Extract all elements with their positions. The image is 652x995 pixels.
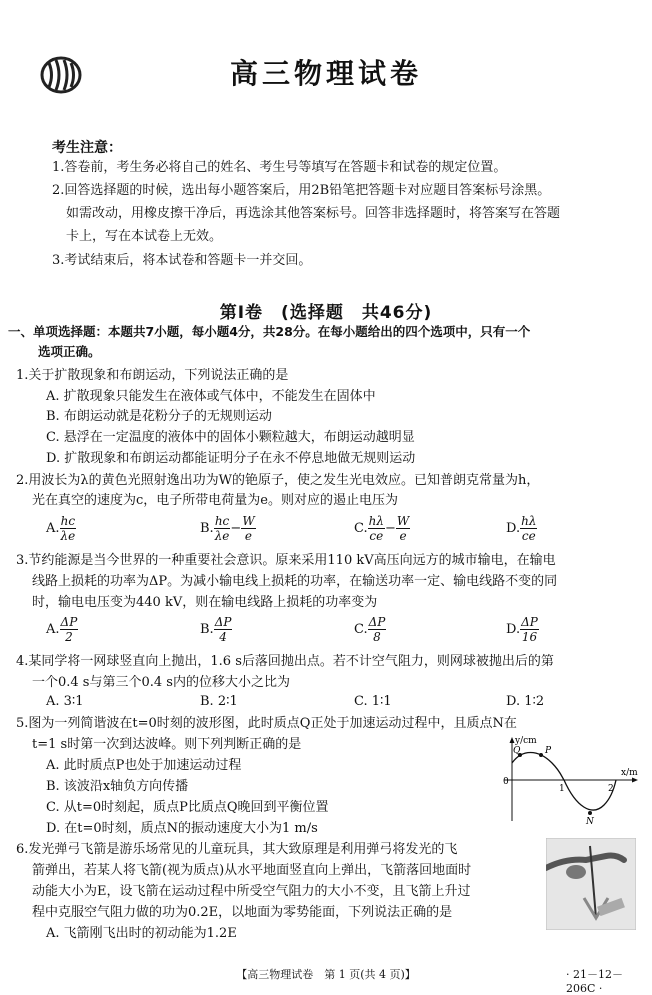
notice-line: 1.答卷前，考生务必将自己的姓名、考生号等填写在答题卡和试卷的规定位置。 bbox=[52, 160, 507, 175]
q1-option-a: A. 扩散现象只能发生在液体或气体中，不能发生在固体中 bbox=[46, 389, 376, 404]
q5-option-a: A. 此时质点P也处于加速运动过程 bbox=[46, 758, 242, 773]
q3-option-d: D. $\frac{\Delta P}{16}$ bbox=[506, 615, 538, 644]
section-instructions: 一、单项选择题：本题共7小题，每小题4分，共28分。在每小题给出的四个选项中，只有一个 bbox=[8, 324, 531, 339]
question-2-stem: 2.用波长为λ的黄色光照射逸出功为W的铯原子，使之发生光电效应。已知普朗克常量为h， bbox=[16, 473, 540, 488]
q1-option-b: B. 布朗运动就是花粉分子的无规则运动 bbox=[46, 409, 272, 424]
fig-xlabel: x/m bbox=[621, 768, 638, 778]
page-title: 高三物理试卷 bbox=[229, 57, 422, 90]
question-4-stem-cont: 一个0.4 s与第三个0.4 s内的位移大小之比为 bbox=[32, 675, 290, 690]
notice-line: 如需改动，用橡皮擦干净后，再选涂其他答案标号。回答非选择题时，将答案写在答题 bbox=[66, 206, 561, 221]
section-instructions-cont: 选项正确。 bbox=[38, 344, 101, 359]
question-5-stem-cont: t=1 s时第一次到达波峰。则下列判断正确的是 bbox=[32, 737, 302, 752]
notice-line: 2.回答选择题的时候，选出每小题答案后，用2B铅笔把答题卡对应题目答案标号涂黑。 bbox=[52, 183, 551, 198]
q4-option-b: B. 2∶1 bbox=[200, 694, 238, 709]
question-5-stem: 5.图为一列简谐波在t=0时刻的波形图，此时质点Q正处于加速运动过程中，且质点N在 bbox=[16, 716, 517, 731]
question-6-stem-cont2: 动能大小为E，设飞箭在运动过程中所受空气阻力的大小不变，且飞箭上升过 bbox=[32, 884, 471, 899]
q3-option-a: A. $\frac{\Delta P}{2}$ bbox=[46, 615, 78, 644]
question-4-stem: 4.某同学将一网球竖直向上抛出，1.6 s后落回抛出点。若不计空气阻力，则网球被抛出后的第 bbox=[16, 654, 554, 669]
q5-option-d: D. 在t=0时刻，质点N的振动速度大小为1 m/s bbox=[46, 821, 318, 836]
q3-option-b: B. $\frac{\Delta P}{4}$ bbox=[200, 615, 232, 644]
question-6-stem-cont3: 程中克服空气阻力做的功为0.2E，以地面为零势能面，下列说法正确的是 bbox=[32, 905, 453, 920]
notice-line: 3.考试结束后，将本试卷和答题卡一并交回。 bbox=[52, 253, 312, 268]
page-code: · 21－12－206C · bbox=[566, 968, 623, 995]
q2-option-b: B. $\frac{hc}{\lambda e}$ − $\frac{W}{e}$ bbox=[200, 514, 255, 543]
question-3-stem: 3.节约能源是当今世界的一种重要社会意识。原来采用110 kV高压向远方的城市输电，在输电 bbox=[16, 553, 556, 568]
q4-option-d: D. 1∶2 bbox=[506, 694, 545, 709]
wave-figure bbox=[494, 735, 644, 825]
q4-option-a: A. 3∶1 bbox=[46, 694, 84, 709]
section-title: 第Ⅰ卷 (选择题 共46分) bbox=[219, 303, 433, 323]
q1-option-c: C. 悬浮在一定温度的液体中的固体小颗粒越大，布朗运动越明显 bbox=[46, 430, 415, 445]
q2-option-a: A. $\frac{hc}{\lambda e}$ bbox=[46, 514, 76, 543]
fig-point-n: N bbox=[586, 817, 594, 825]
fig-origin: 0 bbox=[503, 777, 509, 787]
notice-heading: 考生注意： bbox=[52, 140, 122, 156]
notice-line: 卡上，写在本试卷上无效。 bbox=[66, 229, 223, 244]
q2-option-d: D. $\frac{h\lambda}{ce}$ bbox=[506, 514, 537, 543]
q5-option-b: B. 该波沿x轴负方向传播 bbox=[46, 779, 189, 794]
question-6-stem: 6.发光弹弓飞箭是游乐场常见的儿童玩具，其大致原理是利用弹弓将发光的飞 bbox=[16, 842, 458, 857]
q6-option-a: A. 飞箭刚飞出时的初动能为1.2E bbox=[46, 926, 237, 941]
question-3-stem-cont: 线路上损耗的功率为ΔP。为减小输电线上损耗的功率，在输送功率一定、输电线路不变的同 bbox=[32, 574, 558, 589]
fig-ylabel: y/cm bbox=[515, 736, 537, 746]
q4-option-c: C. 1∶1 bbox=[354, 694, 392, 709]
question-6-stem-cont: 箭弹出，若某人将飞箭(视为质点)从水平地面竖直向上弹出，飞箭落回地面时 bbox=[32, 863, 472, 878]
fig-point-p: P bbox=[545, 746, 552, 756]
q5-option-c: C. 从t=0时刻起，质点P比质点Q晚回到平衡位置 bbox=[46, 800, 329, 815]
fig-tick-1: 1 bbox=[559, 784, 565, 794]
q1-option-d: D. 扩散现象和布朗运动都能证明分子在永不停息地做无规则运动 bbox=[46, 451, 416, 466]
question-2-stem-cont: 光在真空的速度为c，电子所带电荷量为e。则对应的遏止电压为 bbox=[32, 493, 398, 508]
fig-tick-2: 2 bbox=[608, 784, 614, 794]
page-footer: 【高三物理试卷 第 1 页(共 4 页)】 bbox=[236, 968, 416, 981]
slingshot-arrow-photo-icon bbox=[546, 838, 636, 930]
question-1-stem: 1.关于扩散现象和布朗运动，下列说法正确的是 bbox=[16, 368, 289, 383]
question-3-stem-cont2: 时，输电电压变为440 kV，则在输电线路上损耗的功率变为 bbox=[32, 595, 378, 610]
q3-option-c: C. $\frac{\Delta P}{8}$ bbox=[354, 615, 386, 644]
fig-point-q: Q bbox=[513, 746, 521, 756]
q2-option-c: C. $\frac{h\lambda}{ce}$ − $\frac{W}{e}$ bbox=[354, 514, 410, 543]
